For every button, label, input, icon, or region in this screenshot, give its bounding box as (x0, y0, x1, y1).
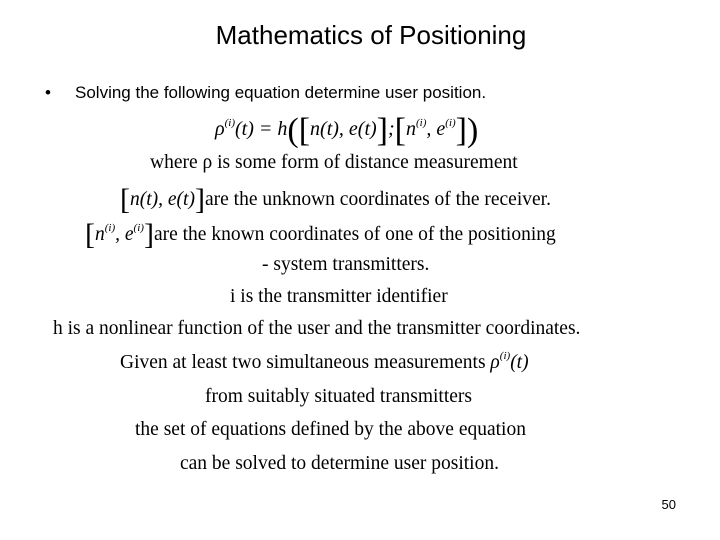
unknown-bracket-open: [ (120, 183, 130, 216)
equation-unknown: n(t), e(t) (310, 118, 377, 140)
main-equation (215, 112, 478, 150)
bullet-dot: • (45, 83, 51, 102)
equation-bracket-open: [ (298, 112, 311, 149)
given-text: Given at least two simultaneous measurements (120, 352, 486, 373)
equation-lhs: (t) = h (235, 118, 288, 140)
equation-sup: (i) (224, 117, 235, 129)
known-bracket-close: ] (143, 218, 154, 251)
given-sup: (i) (499, 350, 511, 362)
line-identifier: i is the transmitter identifier (230, 286, 448, 307)
known-bracket-open: [ (85, 218, 95, 251)
known-text: are the known coordinates of one of the positioning (153, 224, 556, 245)
line-given (120, 350, 529, 374)
equation-e: , e (426, 118, 446, 140)
unknown-text: are the unknown coordinates of the receiver. (204, 189, 551, 210)
unknown-coords: n(t), e(t) (130, 189, 195, 210)
equation-bracket-close: ] (376, 112, 388, 149)
line-nonlinear: h is a nonlinear function of the user and the transmitter coordinates. (53, 318, 581, 339)
known-e-sup: (i) (133, 222, 144, 234)
equation-bracket2-close: ] (455, 112, 467, 149)
line-set: the set of equations defined by the above equation (135, 419, 526, 440)
line-known (85, 218, 556, 252)
equation-paren-close: ) (467, 112, 479, 149)
page-number: 50 (661, 497, 676, 512)
equation-paren-open: ( (287, 112, 299, 149)
known-n-sup: (i) (104, 222, 116, 234)
line-solved: can be solved to determine user position. (180, 453, 499, 474)
line-where: where ρ is some form of distance measurement (150, 152, 518, 173)
slide-title: Mathematics of Positioning (215, 20, 527, 50)
equation-e-sup: (i) (445, 117, 456, 129)
given-t: (t) (510, 352, 529, 373)
equation-n: n (406, 118, 416, 140)
equation-rho: ρ (215, 118, 225, 140)
line-unknown (120, 183, 551, 217)
equation-bracket2-open: [ (394, 112, 406, 149)
known-e: , e (115, 224, 134, 245)
bullet-item (45, 83, 486, 103)
equation-n-sup: (i) (416, 117, 427, 129)
equation-semicolon: ; (388, 118, 395, 140)
unknown-bracket-close: ] (194, 183, 205, 216)
given-rho: ρ (490, 352, 500, 373)
bullet-text: Solving the following equation determine user position. (75, 83, 487, 102)
known-n: n (95, 224, 105, 245)
line-from: from suitably situated transmitters (205, 386, 472, 407)
line-system: - system transmitters. (262, 254, 430, 275)
